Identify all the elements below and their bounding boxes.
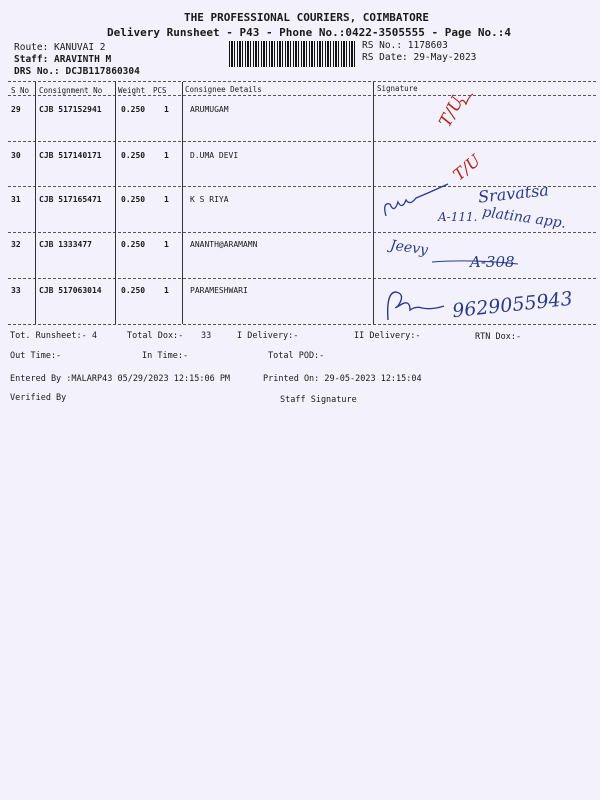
- table-row-pcs: 1: [164, 151, 169, 160]
- ii-delivery: II Delivery:-: [354, 331, 421, 341]
- in-time: In Time:-: [142, 351, 189, 361]
- col-header-consignment: Consignment No: [39, 86, 103, 95]
- handwritten-tu-29: T/U: [435, 93, 468, 131]
- tot-runsheet: Tot. Runsheet:- 4: [10, 331, 97, 341]
- handwritten-address-31b: platina app.: [481, 204, 568, 232]
- table-row-consignment: CJB 517152941: [39, 105, 102, 114]
- col-divider-4: [373, 82, 374, 324]
- table-row-pcs: 1: [164, 195, 169, 204]
- table-row-consignee: ARUMUGAM: [190, 105, 229, 114]
- table-row-consignee: PARAMESHWARI: [190, 286, 248, 295]
- col-header-signature: Signature: [377, 84, 418, 93]
- header-bottom-rule: [8, 95, 596, 96]
- table-row-consignment: CJB 517063014: [39, 286, 102, 295]
- table-row-consignment: CJB 1333477: [39, 240, 92, 249]
- handwritten-signature-32: Jeevy: [389, 237, 429, 259]
- table-row-weight: 0.250: [121, 151, 146, 160]
- handwritten-tu-30: T/U: [449, 150, 485, 185]
- handwritten-tick-29: [457, 92, 477, 112]
- runsheet-subtitle: Delivery Runsheet - P43 - Phone No.:0422-3505555 - Page No.:4: [107, 26, 511, 39]
- col-header-weight: Weight: [118, 86, 146, 95]
- table-top-rule: [8, 81, 596, 82]
- staff-signature: Staff Signature: [280, 395, 357, 405]
- row-rule-31: [8, 232, 596, 233]
- entered-by: Entered By :MALARP43 05/29/2023 12:15:06 PM: [10, 374, 231, 384]
- verified-by: Verified By: [10, 393, 67, 403]
- col-divider-2: [115, 82, 116, 324]
- table-row-consignment: CJB 517165471: [39, 195, 102, 204]
- table-row-pcs: 1: [164, 105, 169, 114]
- rtn-dox: RTN Dox:-: [475, 332, 522, 342]
- out-time: Out Time:-: [10, 351, 62, 361]
- col-divider-3: [182, 82, 183, 324]
- table-row-consignee: ANANTH@ARAMAMN: [190, 240, 258, 249]
- handwritten-signature-33: [380, 284, 450, 324]
- col-header-consignee: Consignee Details: [185, 85, 262, 94]
- total-dox-value: 33: [201, 331, 212, 341]
- table-row-consignee: K S RIYA: [190, 195, 229, 204]
- drs-number: DRS No.: DCJB117860304: [14, 66, 140, 77]
- table-row-sno: 30: [11, 151, 21, 160]
- row-rule-33: [8, 324, 596, 325]
- table-row-consignee: D.UMA DEVI: [190, 151, 239, 160]
- table-row-sno: 31: [11, 195, 21, 204]
- table-row-consignment: CJB 517140171: [39, 151, 102, 160]
- barcode: [229, 41, 355, 67]
- i-delivery: I Delivery:-: [237, 331, 299, 341]
- col-divider-1: [35, 82, 36, 324]
- col-header-pcs: PCS: [153, 86, 167, 95]
- staff-label: Staff: ARAVINTH M: [14, 54, 112, 65]
- table-row-sno: 32: [11, 240, 21, 249]
- company-title: THE PROFESSIONAL COURIERS, COIMBATORE: [184, 11, 430, 24]
- col-header-sno: S No: [11, 86, 30, 95]
- table-row-sno: 29: [11, 105, 21, 114]
- table-row-weight: 0.250: [121, 286, 146, 295]
- table-row-weight: 0.250: [121, 195, 146, 204]
- handwritten-address-31c: A-111.: [438, 210, 478, 224]
- handwritten-address-32: A-308: [470, 253, 515, 271]
- row-rule-29: [8, 141, 596, 142]
- table-row-sno: 33: [11, 286, 21, 295]
- route-label: Route: KANUVAI 2: [14, 42, 106, 53]
- rs-date: RS Date: 29-May-2023: [362, 52, 477, 63]
- table-row-pcs: 1: [164, 240, 169, 249]
- handwritten-phone-33: 9629055943: [451, 287, 574, 323]
- handwritten-address-31a: Sravatsa: [477, 180, 550, 207]
- table-row-pcs: 1: [164, 286, 169, 295]
- row-rule-32: [8, 278, 596, 279]
- rs-number: RS No.: 1178603: [362, 40, 448, 51]
- total-pod: Total POD:-: [268, 351, 325, 361]
- total-dox-label: Total Dox:-: [127, 331, 184, 341]
- table-row-weight: 0.250: [121, 240, 146, 249]
- table-row-weight: 0.250: [121, 105, 146, 114]
- printed-on: Printed On: 29-05-2023 12:15:04: [263, 374, 422, 384]
